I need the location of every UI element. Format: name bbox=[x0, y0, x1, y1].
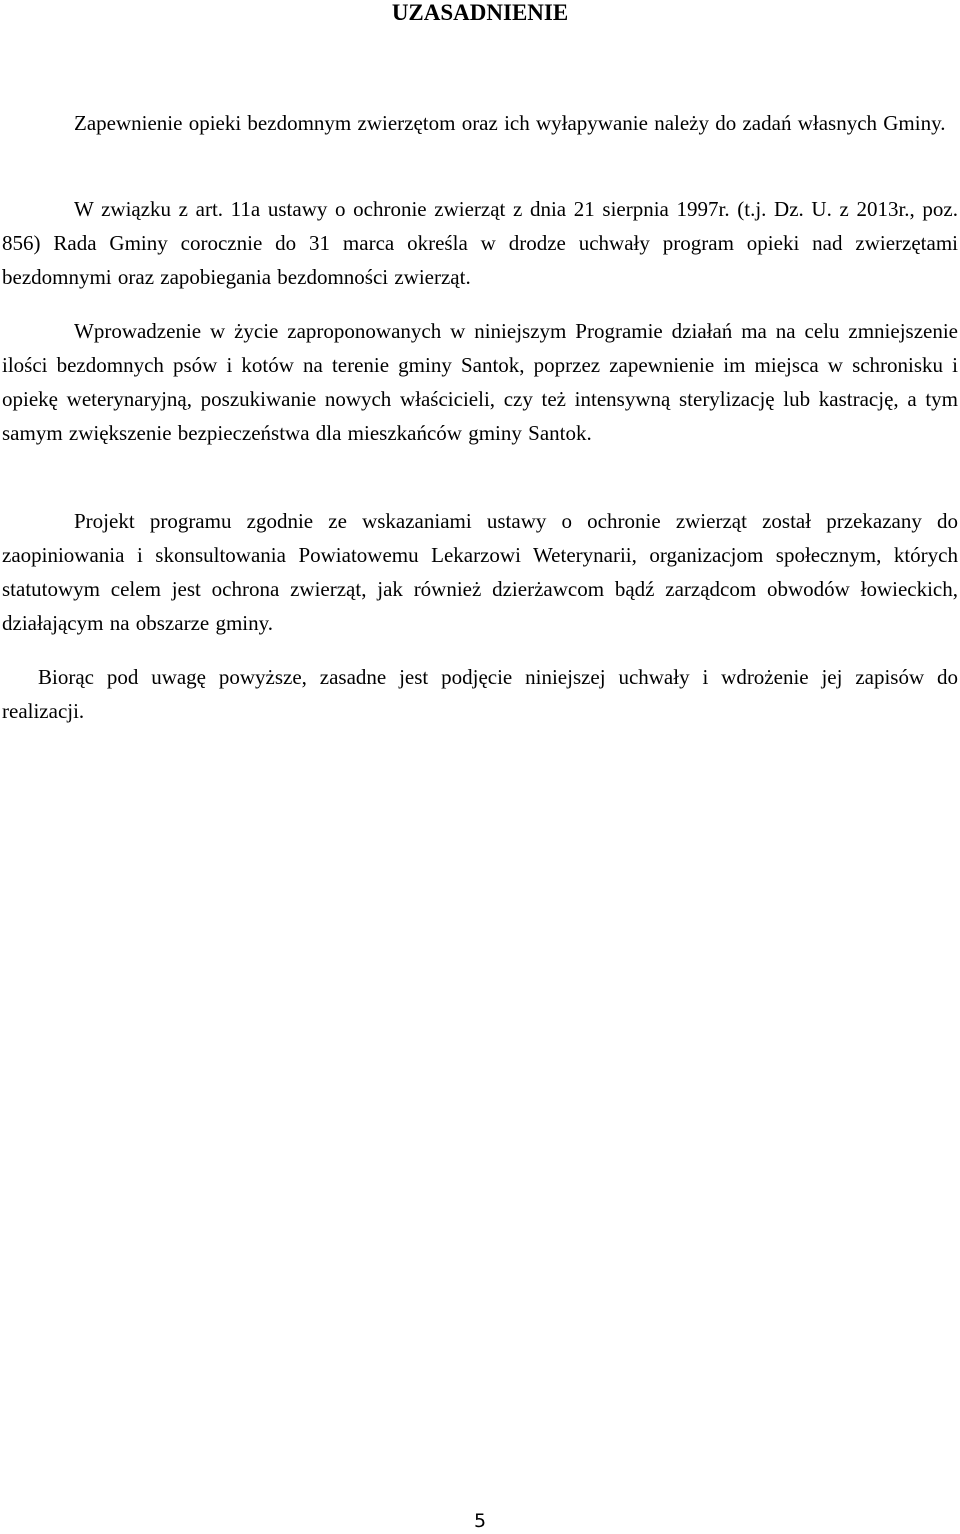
document-title: UZASADNIENIE bbox=[391, 0, 569, 25]
paragraph-wprowadzenie: Wprowadzenie w życie zaproponowanych w niniejszym Programie działań ma na celu zmniejszenie ilości bezdomnych psów i kotów na terenie gminy Santok, poprzez zapewnienie im miejsca w schronisku i opiekę weterynaryjną, poszukiwanie nowych właścicieli, czy też intensywną sterylizację lub kastrację, a tym samym zwiększenie bezpieczeństwa dla mieszkańców gminy Santok. bbox=[2, 319, 958, 445]
paragraph-w-zwiazku: W związku z art. 11a ustawy o ochronie zwierząt z dnia 21 sierpnia 1997r. (t.j. Dz. U. z 2013r., poz. 856) Rada Gminy corocznie do 31 marca określa w drodze uchwały program opieki nad zwierzętami bezdomnymi oraz zapobiegania bezdomności zwierząt. bbox=[2, 197, 958, 289]
paragraph-biorac-pod-uwage: Biorąc pod uwagę powyższe, zasadne jest podjęcie niniejszej uchwały i wdrożenie jej zapisów do realizacji. bbox=[2, 665, 958, 723]
paragraph-zapewnienie: Zapewnienie opieki bezdomnym zwierzętom oraz ich wyłapywanie należy do zadań własnych Gminy. bbox=[74, 111, 946, 135]
paragraph-projekt-programu: Projekt programu zgodnie ze wskazaniami ustawy o ochronie zwierząt został przekazany do zaopiniowania i skonsultowania Powiatowemu Lekarzowi Weterynarii, organizacjom społecznym, których statutowym celem jest ochrona zwierząt, jak również dzierżawcom bądź zarządcom obwodów łowieckich, działającym na obszarze gminy. bbox=[2, 509, 958, 635]
page-number: 5 bbox=[473, 1510, 487, 1532]
